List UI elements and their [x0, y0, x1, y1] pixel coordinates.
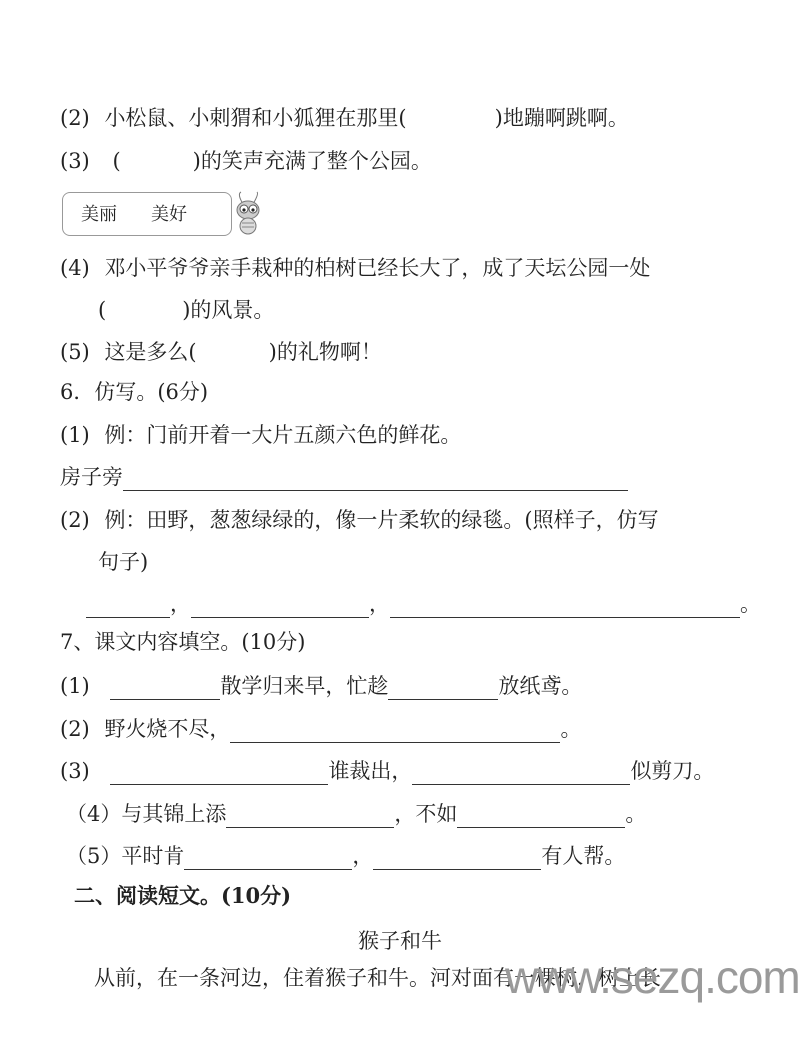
section7-title: 7、课文内容填空。(10分)	[60, 630, 306, 654]
q6-2-cont: 句子)	[98, 550, 149, 574]
answer-line[interactable]	[388, 677, 498, 700]
answer-line[interactable]	[226, 805, 394, 828]
q7-3: (3) 谁裁出， 似剪刀。	[60, 759, 715, 783]
section6-title: 6．仿写。(6分)	[60, 380, 209, 404]
q6-1-answer: 房子旁	[60, 463, 628, 491]
answer-line[interactable]	[110, 762, 328, 785]
ant-cartoon-icon	[233, 190, 265, 238]
answer-line[interactable]	[230, 720, 560, 743]
q6-1: (1) 例：门前开着一大片五颜六色的鲜花。	[60, 423, 462, 447]
answer-line[interactable]	[123, 468, 628, 491]
answer-line[interactable]	[457, 805, 625, 828]
watermark: www.sezq.com	[505, 951, 800, 1003]
q7-4: （4）与其锦上添 ，不如 。	[66, 802, 647, 826]
q7-1: (1) 散学归来早，忙趁 放纸鸢。	[60, 674, 583, 698]
answer-line[interactable]	[191, 595, 369, 618]
story-title: 猴子和牛	[358, 929, 442, 953]
q6-2-answer: ， ， 。	[86, 590, 761, 618]
q5-4-cont: ( )的风景。	[98, 298, 275, 322]
q7-2: (2) 野火烧不尽， 。	[60, 717, 582, 741]
answer-line[interactable]	[373, 847, 541, 870]
q5-5: (5) 这是多么( )的礼物啊！	[60, 340, 382, 364]
answer-line[interactable]	[390, 595, 740, 618]
q6-2: (2) 例：田野，葱葱绿绿的，像一片柔软的绿毯。(照样子，仿写	[60, 508, 659, 532]
answer-line[interactable]	[412, 762, 630, 785]
q5-2: (2) 小松鼠、小刺猬和小狐狸在那里( )地蹦啊跳啊。	[60, 106, 629, 130]
q7-5: （5）平时肯 ， 有人帮。	[66, 844, 626, 868]
answer-line[interactable]	[184, 847, 352, 870]
q5-4: (4) 邓小平爷爷亲手栽种的柏树已经长大了，成了天坛公园一处	[60, 256, 651, 280]
word-option: 美丽	[81, 204, 117, 225]
reading-title: 二、阅读短文。(10分)	[74, 883, 292, 908]
answer-line[interactable]	[86, 595, 170, 618]
story-first-line: 从前，在一条河边，住着猴子和牛。河对面有一棵树，树上长	[94, 966, 661, 990]
word-option: 美好	[151, 204, 187, 225]
answer-line[interactable]	[110, 677, 220, 700]
q5-3: (3) ( )的笑声充满了整个公园。	[60, 149, 432, 173]
word-choice-box	[62, 192, 232, 236]
